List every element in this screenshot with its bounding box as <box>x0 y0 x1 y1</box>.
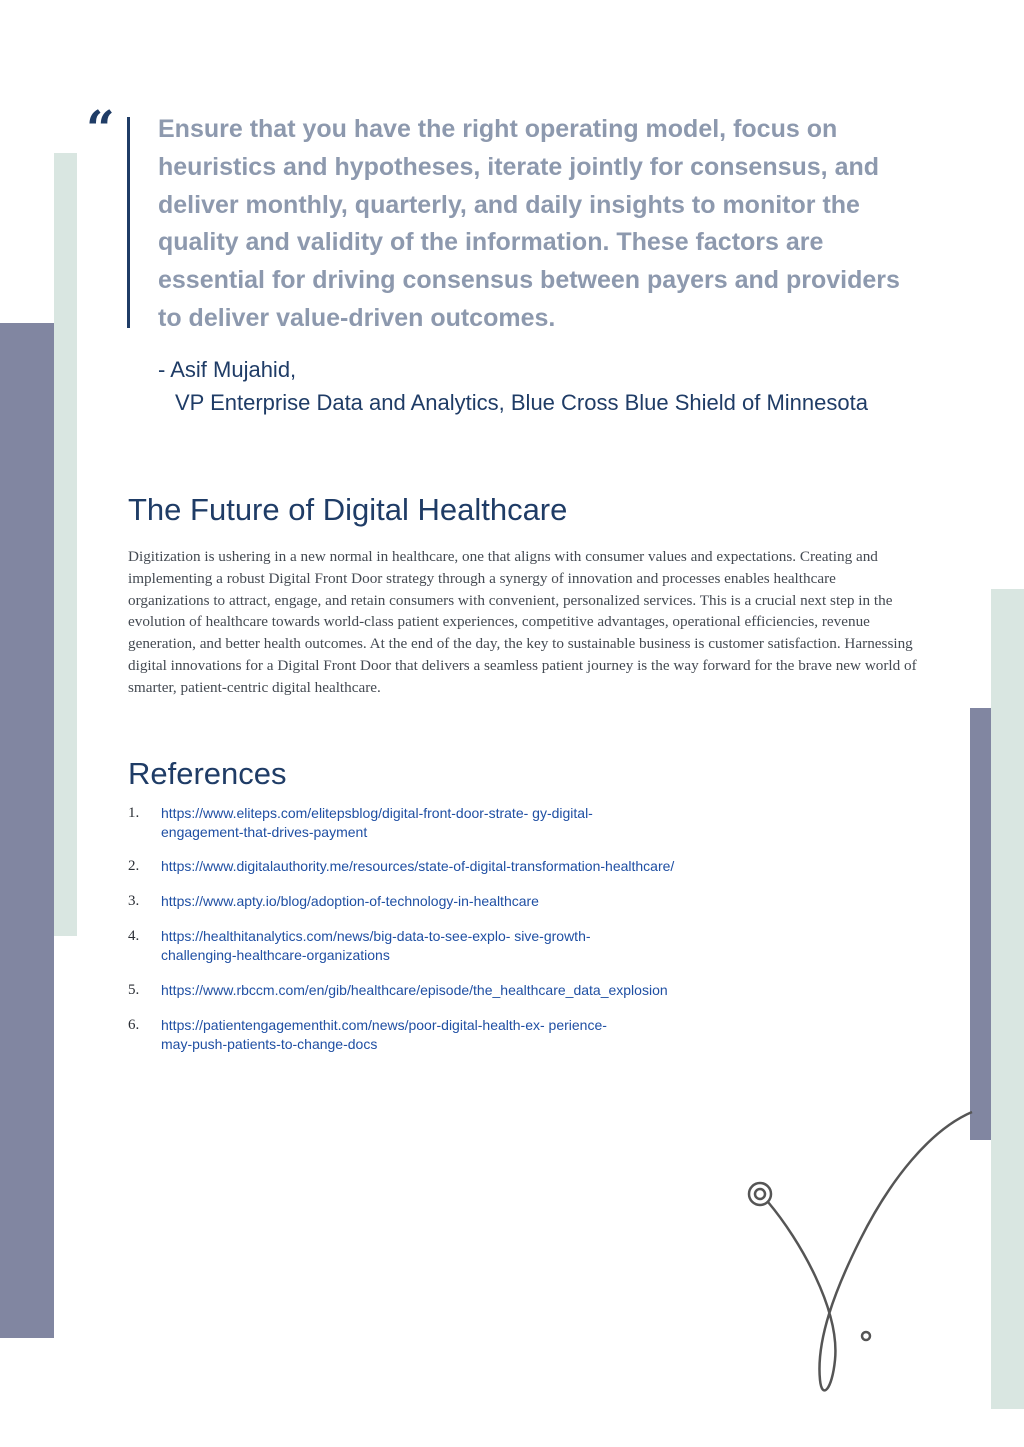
reference-number: 1. <box>128 805 140 821</box>
reference-link[interactable]: https://www.eliteps.com/elitepsblog/digital-front-door-strate- gy-digital-engagement-that-drives-payment <box>161 805 593 840</box>
decorative-bar-slate-right <box>970 708 991 1140</box>
references-list <box>128 804 908 1054</box>
section-body-future: Digitization is ushering in a new normal in healthcare, one that aligns with consumer values and expectations. Creating and implementing a robust Digital Front Door strategy through a synergy of innovation and processes enables healthcare organizations to attract, engage, and retain consumers with convenient, personalized services. This is a crucial next step in the evolution of healthcare towards world-class patient experiences, competitive advantages, operational efficiencies, revenue generation, and better health outcomes. At the end of the day, the key to sustainable business is customer satisfaction. Harnessing digital innovations for a Digital Front Door that delivers a seamless patient journey is the way forward for the brave new world of smarter, patient-centric digital healthcare. <box>128 548 917 696</box>
reference-item <box>128 892 908 911</box>
reference-link[interactable]: https://www.apty.io/blog/adoption-of-technology-in-healthcare <box>161 893 539 909</box>
reference-link[interactable]: https://www.digitalauthority.me/resources/state-of-digital-transformation-healthcare/ <box>161 858 675 874</box>
quote-author: - Asif Mujahid, <box>158 357 297 382</box>
decorative-bar-green-right <box>991 589 1024 1409</box>
reference-item <box>128 857 908 876</box>
stethoscope-line-icon <box>740 1100 980 1400</box>
reference-item <box>128 1016 908 1054</box>
reference-number: 6. <box>128 1017 140 1033</box>
quote-rule <box>127 117 130 328</box>
quote-author-title: VP Enterprise Data and Analytics, Blue Cross Blue Shield of Minnesota <box>175 390 868 415</box>
section-title-references: References <box>128 756 287 791</box>
reference-item <box>128 804 908 842</box>
reference-link[interactable]: https://healthitanalytics.com/news/big-data-to-see-explo- sive-growth-challenging-healthcare-organizations <box>161 928 591 963</box>
section-title-future: The Future of Digital Healthcare <box>128 492 568 527</box>
reference-number: 3. <box>128 893 140 909</box>
reference-link[interactable]: https://patientengagementhit.com/news/poor-digital-health-ex- perience-may-push-patients-to-change-docs <box>161 1017 607 1052</box>
quote-mark-icon: “ <box>86 99 115 158</box>
reference-number: 5. <box>128 982 140 998</box>
decorative-bar-green-left <box>54 153 77 936</box>
reference-item <box>128 981 908 1000</box>
reference-link[interactable]: https://www.rbccm.com/en/gib/healthcare/episode/the_healthcare_data_explosion <box>161 982 668 998</box>
reference-number: 2. <box>128 858 140 874</box>
pull-quote: Ensure that you have the right operating model, focus on heuristics and hypotheses, iterate jointly for consensus, and deliver monthly, quarterly, and daily insights to monitor the quality and validity of the information. These factors are essential for driving consensus between payers and providers to deliver value-driven outcomes. <box>158 115 900 332</box>
decorative-bar-slate-left <box>0 323 54 1338</box>
reference-item <box>128 927 908 965</box>
reference-number: 4. <box>128 928 140 944</box>
